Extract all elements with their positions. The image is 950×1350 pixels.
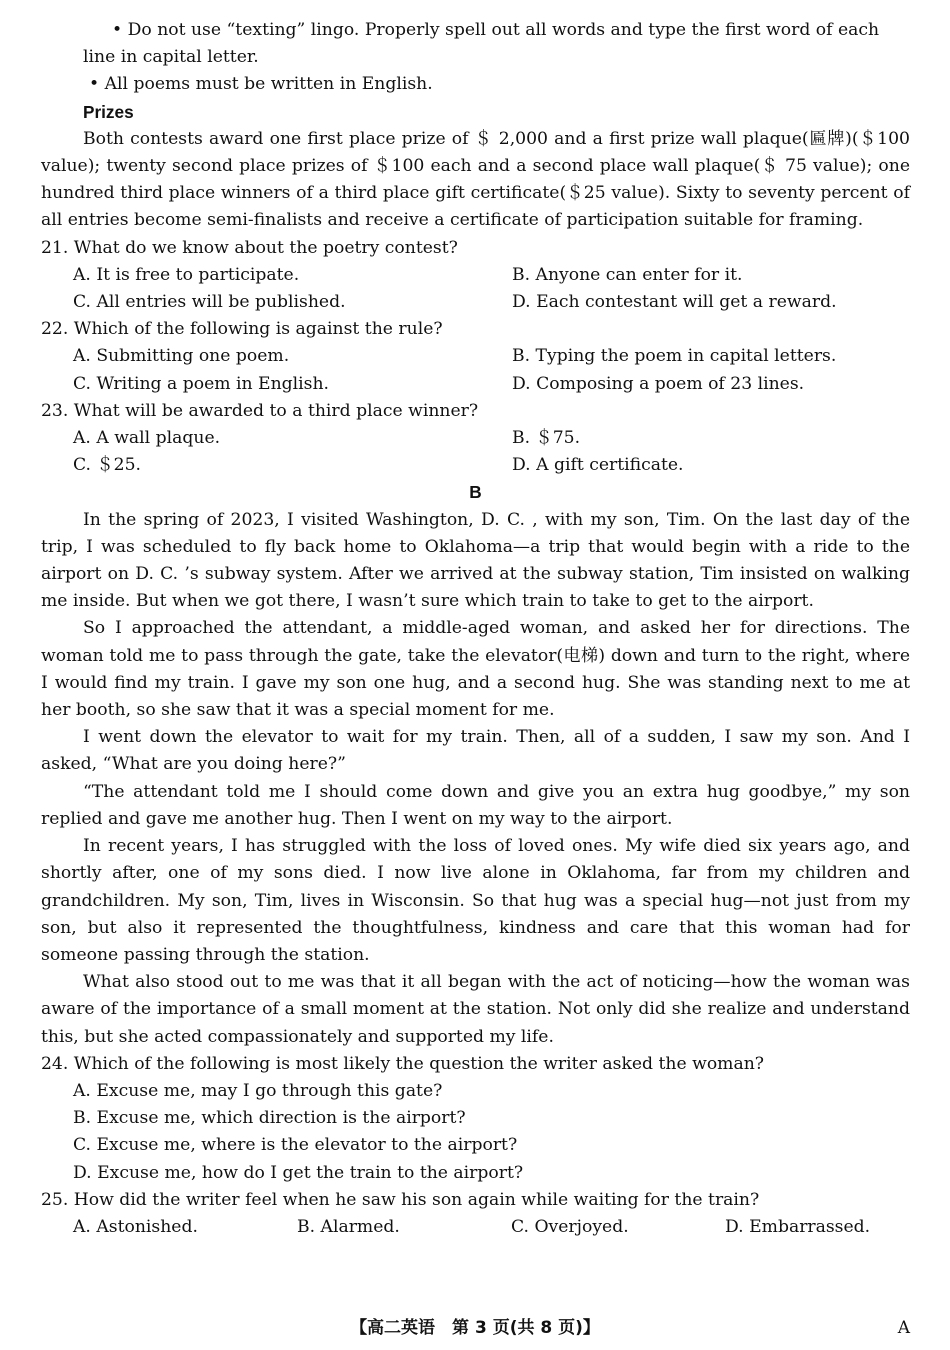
question-24-stem: 24. Which of the following is most likely the question the writer asked the woman? — [41, 1053, 765, 1074]
q22-option-c: C. Writing a poem in English. — [73, 373, 329, 394]
question-21-stem: 21. What do we know about the poetry contest? — [41, 237, 458, 258]
question-22-options-row-2 — [41, 371, 910, 398]
question-22-options-row-1 — [41, 343, 910, 370]
q24-option-a: A. Excuse me, may I go through this gate? — [73, 1080, 443, 1101]
page-footer — [0, 1315, 950, 1342]
passage-b-paragraph-1: In the spring of 2023, I visited Washington, D. C. , with my son, Tim. On the last day of the trip, I was scheduled to fly back home to Oklahoma—a trip that would begin with a ride to the airport on D. C. ’s subway system. After we arrived at the subway station, Tim insisted on walking me inside. But when we got there, I wasn’t sure which train to take to get to the airport. — [41, 509, 910, 612]
q21-option-d: D. Each contestant will get a reward. — [512, 292, 837, 313]
passage-b-paragraph-4: “The attendant told me I should come down and give you an extra hug goodbye,” my son replied and gave me another hug. Then I went on my way to the airport. — [41, 781, 910, 829]
q22-option-d: D. Composing a poem of 23 lines. — [512, 373, 805, 394]
rule-texting: • Do not use “texting” lingo. Properly spell out all words and type the first word of each line in capital letter. — [83, 20, 880, 68]
q21-option-c: C. All entries will be published. — [73, 292, 346, 313]
question-21-options-row-1 — [41, 262, 910, 289]
q23-option-b: B. ＄75. — [512, 428, 581, 449]
footer-paper-version: A — [897, 1318, 910, 1338]
q25-option-c: C. Overjoyed. — [511, 1216, 629, 1237]
question-25-options — [41, 1214, 910, 1241]
q22-option-b: B. Typing the poem in capital letters. — [512, 346, 837, 367]
q24-option-d: D. Excuse me, how do I get the train to the airport? — [73, 1162, 524, 1183]
question-21-options-row-2 — [41, 289, 910, 316]
q21-option-a: A. It is free to participate. — [73, 264, 300, 285]
exam-page — [41, 17, 910, 1241]
rule-english: • All poems must be written in English. — [89, 74, 433, 95]
question-23-options-row-2 — [41, 452, 910, 479]
prizes-heading: Prizes — [83, 101, 134, 122]
question-22-stem: 22. Which of the following is against the rule? — [41, 319, 443, 340]
q25-option-b: B. Alarmed. — [297, 1216, 400, 1237]
section-b-label: B — [469, 482, 482, 503]
question-23-stem: 23. What will be awarded to a third place winner? — [41, 400, 479, 421]
q23-option-d: D. A gift certificate. — [512, 455, 684, 476]
passage-b-paragraph-3: I went down the elevator to wait for my train. Then, all of a sudden, I saw my son. And I asked, “What are you doing here?” — [41, 727, 910, 775]
q25-option-d: D. Embarrassed. — [725, 1216, 871, 1237]
q23-option-c: C. ＄25. — [73, 455, 141, 476]
passage-b-paragraph-5: In recent years, I has struggled with the loss of loved ones. My wife died six years ago, and shortly after, one of my sons died. I now live alone in Oklahoma, far from my children and grandchildren. My son, Tim, lives in Wisconsin. So that hug was a special hug—not just from my son, but also it represented the thoughtfulness, kindness and care that this woman had for someone passing through the station. — [41, 836, 910, 965]
passage-b-paragraph-2: So I approached the attendant, a middle-aged woman, and asked her for directions. The woman told me to pass through the gate, take the elevator(电梯) down and turn to the right, where I would find my train. I gave my son one hug, and a second hug. She was standing next to me at her booth, so she saw that it was a special moment for me. — [41, 618, 910, 721]
passage-b-paragraph-6: What also stood out to me was that it all began with the act of noticing—how the woman was aware of the importance of a small moment at the station. Not only did she realize and understand this, but she acted compassionately and supported my life. — [41, 972, 910, 1047]
q24-option-b: B. Excuse me, which direction is the airport? — [73, 1108, 466, 1129]
q23-option-a: A. A wall plaque. — [73, 428, 221, 449]
prizes-paragraph: Both contests award one first place prize of ＄ 2,000 and a first prize wall plaque(匾牌)(＄100 value); twenty second place prizes of ＄100 each and a second place wall plaque(＄ 75 value); one hundred third place winners of a third place gift certificate(＄25 value). Sixty to seventy percent of all entries become semi-finalists and receive a certificate of participation suitable for framing. — [41, 128, 910, 231]
q24-option-c: C. Excuse me, where is the elevator to the airport? — [73, 1135, 518, 1156]
question-25-stem: 25. How did the writer feel when he saw his son again while waiting for the train? — [41, 1189, 760, 1210]
q22-option-a: A. Submitting one poem. — [73, 346, 290, 367]
footer-page-info: 【高二英语 第 3 页(共 8 页)】 — [350, 1318, 600, 1338]
q25-option-a: A. Astonished. — [73, 1216, 198, 1237]
q21-option-b: B. Anyone can enter for it. — [512, 264, 743, 285]
question-23-options-row-1 — [41, 425, 910, 452]
